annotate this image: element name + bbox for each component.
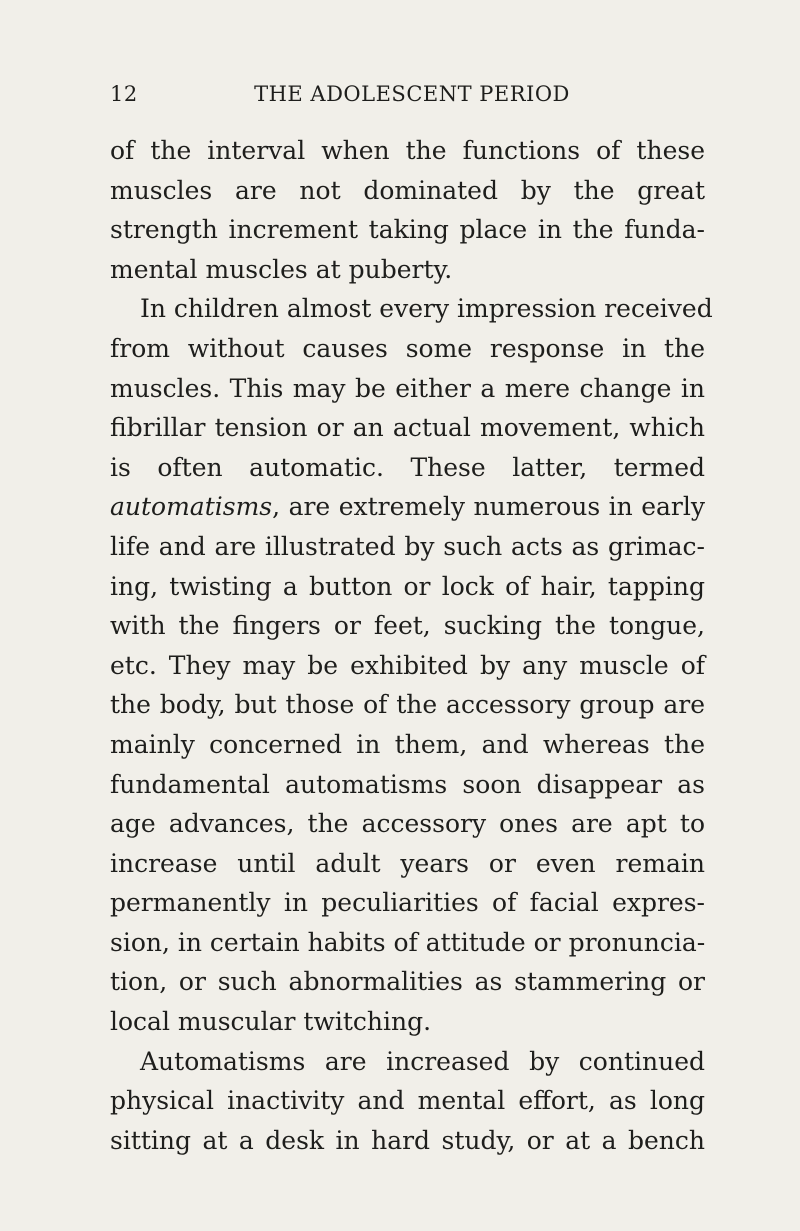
- body-text: [110, 131, 713, 1160]
- text-line: sion, in certain habits of attitude or pronuncia-: [110, 927, 706, 957]
- text-line: permanently in peculiarities of facial expres-: [110, 888, 705, 918]
- text-line: etc. They may be exhibited by any muscle of: [110, 650, 705, 680]
- text-line: of the interval when the functions of these: [110, 136, 705, 165]
- text-line: mainly concerned in them, and whereas the: [110, 729, 705, 759]
- text-line: age advances, the accessory ones are apt to: [110, 809, 705, 839]
- text-line: is often automatic. These latter, termed: [110, 452, 705, 482]
- text-line: fibrillar tension or an actual movement, which: [110, 413, 705, 443]
- paragraph-start-line: In children almost every impression received: [140, 294, 713, 324]
- running-title: THE ADOLESCENT PERIOD: [254, 82, 570, 106]
- text-line: the body, but those of the accessory group are: [110, 690, 705, 720]
- text-line: physical inactivity and mental effort, as long: [110, 1086, 705, 1116]
- text-line: local muscular twitching.: [110, 1007, 432, 1037]
- text-line: life and are illustrated by such acts as grimac-: [110, 531, 705, 561]
- text-line: with the fingers or feet, sucking the tongue,: [110, 611, 705, 641]
- text-line: from without causes some response in the: [110, 333, 705, 363]
- page-number: 12: [110, 82, 138, 106]
- text-line: muscles. This may be either a mere change in: [110, 373, 705, 403]
- text-line-rest: , are extremely numerous in early: [272, 492, 705, 522]
- text-line: fundamental automatisms soon disappear as: [110, 769, 705, 799]
- text-line: mental muscles at puberty.: [110, 254, 453, 284]
- text-line: strength increment taking place in the funda-: [110, 215, 705, 245]
- paragraph-start-line: Automatisms are increased by continued: [140, 1046, 705, 1076]
- text-line: sitting at a desk in hard study, or at a bench: [110, 1125, 705, 1155]
- italic-term: automatisms: [110, 492, 273, 522]
- text-line: increase until adult years or even remain: [110, 848, 705, 878]
- running-head: [110, 82, 690, 112]
- text-line: ing, twisting a button or lock of hair, tapping: [110, 571, 705, 601]
- text-line: [110, 487, 705, 527]
- text-line: tion, or such abnormalities as stammering or: [110, 967, 705, 997]
- text-line: muscles are not dominated by the great: [110, 175, 705, 205]
